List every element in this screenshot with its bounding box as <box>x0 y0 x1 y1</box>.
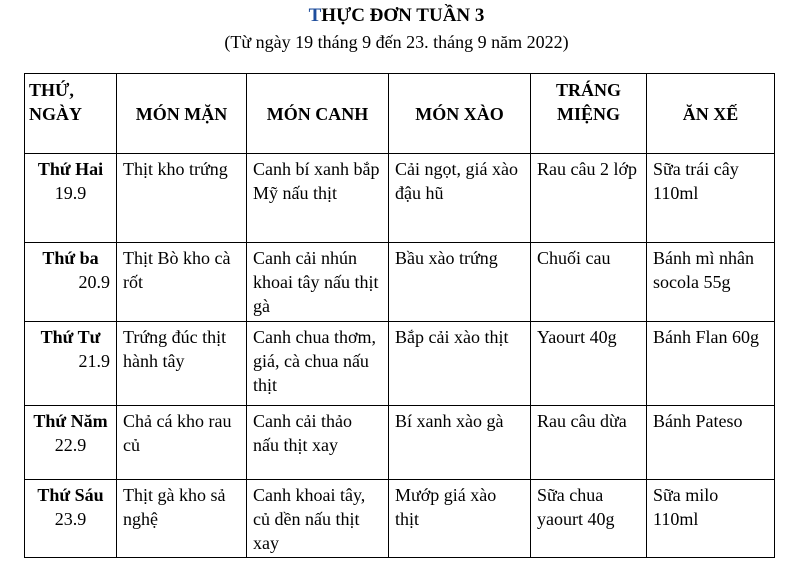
stir-fry-cell: Mướp giá xào thịt <box>389 480 531 558</box>
soup-cell: Canh bí xanh bắp Mỹ nấu thịt <box>247 154 389 243</box>
day-date: 21.9 <box>78 351 110 371</box>
snack-cell: Bánh Pateso <box>647 406 775 480</box>
dessert-cell: Yaourt 40g <box>531 322 647 406</box>
main-dish-cell: Thịt kho trứng <box>117 154 247 243</box>
main-dish-cell: Thịt Bò kho cà rốt <box>117 243 247 322</box>
header-soup: MÓN CANH <box>247 74 389 154</box>
soup-cell: Canh cải nhún khoai tây nấu thịt gà <box>247 243 389 322</box>
snack-cell: Bánh Flan 60g <box>647 322 775 406</box>
snack-cell: Bánh mì nhân socola 55g <box>647 243 775 322</box>
day-name: Thứ Năm <box>33 411 108 431</box>
day-date: 20.9 <box>78 272 110 292</box>
table-row <box>25 406 775 480</box>
header-main-dish: MÓN MẶN <box>117 74 247 154</box>
dessert-cell: Chuối cau <box>531 243 647 322</box>
day-cell <box>25 243 117 322</box>
table-row <box>25 243 775 322</box>
header-day: THỨ, NGÀY <box>25 74 117 154</box>
table-row <box>25 322 775 406</box>
header-row <box>25 74 775 154</box>
day-cell <box>25 480 117 558</box>
snack-cell: Sữa milo 110ml <box>647 480 775 558</box>
main-dish-cell: Thịt gà kho sả nghệ <box>117 480 247 558</box>
page-subtitle: (Từ ngày 19 tháng 9 đến 23. tháng 9 năm 2022) <box>224 32 569 52</box>
snack-cell: Sữa trái cây 110ml <box>647 154 775 243</box>
day-cell <box>25 154 117 243</box>
weekly-menu-table <box>24 73 775 558</box>
day-name: Thứ Sáu <box>37 485 104 505</box>
day-name: Thứ Hai <box>37 159 104 179</box>
day-cell <box>25 322 117 406</box>
table-row <box>25 480 775 558</box>
day-date: 19.9 <box>54 183 87 203</box>
dessert-cell: Rau câu 2 lớp <box>531 154 647 243</box>
stir-fry-cell: Cải ngọt, giá xào đậu hũ <box>389 154 531 243</box>
title-first-letter: T <box>308 5 322 26</box>
dessert-cell: Rau câu dừa <box>531 406 647 480</box>
main-dish-cell: Chả cá kho rau củ <box>117 406 247 480</box>
stir-fry-cell: Bầu xào trứng <box>389 243 531 322</box>
title-rest: HỰC ĐƠN TUẦN 3 <box>321 5 485 26</box>
day-name: Thứ ba <box>42 248 99 268</box>
day-name: Thứ Tư <box>40 327 101 347</box>
soup-cell: Canh chua thơm, giá, cà chua nấu thịt <box>247 322 389 406</box>
day-date: 22.9 <box>54 435 87 455</box>
header-stir-fry: MÓN XÀO <box>389 74 531 154</box>
soup-cell: Canh cải thảo nấu thịt xay <box>247 406 389 480</box>
day-date: 23.9 <box>54 509 87 529</box>
header-snack: ĂN XẾ <box>647 74 775 154</box>
dessert-cell: Sữa chua yaourt 40g <box>531 480 647 558</box>
stir-fry-cell: Bí xanh xào gà <box>389 406 531 480</box>
header-dessert: TRÁNG MIỆNG <box>531 74 647 154</box>
table-row <box>25 154 775 243</box>
page-title <box>0 2 793 30</box>
soup-cell: Canh khoai tây, củ dền nấu thịt xay <box>247 480 389 558</box>
stir-fry-cell: Bắp cải xào thịt <box>389 322 531 406</box>
day-cell <box>25 406 117 480</box>
main-dish-cell: Trứng đúc thịt hành tây <box>117 322 247 406</box>
